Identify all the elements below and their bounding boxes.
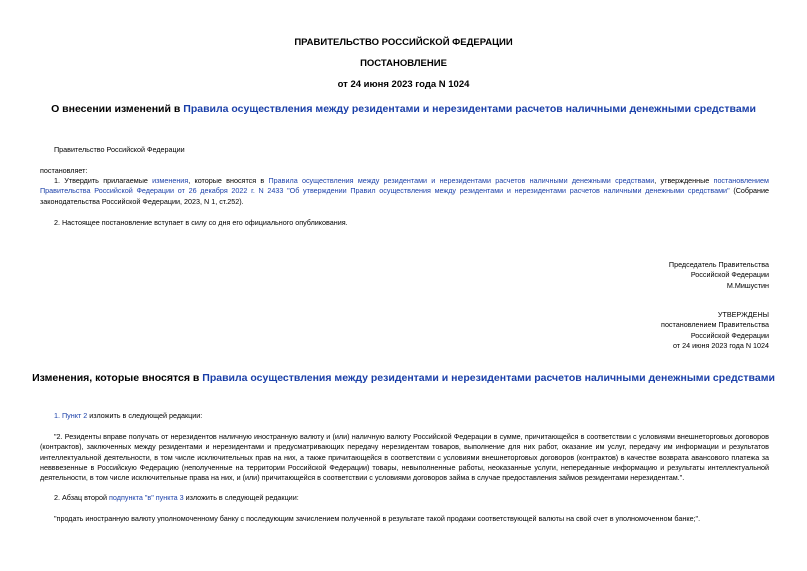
p1-text-b: , которые вносятся в bbox=[188, 176, 269, 185]
title-prefix: О внесении изменений в bbox=[51, 103, 184, 115]
header-org: ПРАВИТЕЛЬСТВО РОССИЙСКОЙ ФЕДЕРАЦИИ bbox=[294, 37, 513, 48]
approved-line-2: постановлением Правительства bbox=[661, 320, 769, 330]
signature-line-3: М.Мишустин bbox=[726, 280, 769, 290]
signature-line-1: Председатель Правительства bbox=[668, 260, 769, 269]
issuer: Правительство Российской Федерации bbox=[54, 145, 185, 154]
change-2-text-c: изложить в следующей редакции: bbox=[183, 493, 299, 502]
change-2-heading bbox=[54, 493, 299, 503]
p1-text-c: , утвержденные bbox=[654, 176, 714, 185]
signature-block bbox=[669, 260, 769, 291]
paragraph-1 bbox=[40, 176, 769, 207]
change-1-rest: изложить в следующей редакции: bbox=[87, 411, 203, 420]
resolution-2433-link[interactable]: постановлением Правительства Российской Федерации от 26 декабря 2022 г. N 2433 "Об утверждении Правил осуществления между резидентами и нерезидентами расчетов наличными денежными средствами" bbox=[40, 176, 769, 196]
changes-title bbox=[0, 372, 807, 384]
signature-line-2: Российской Федерации bbox=[690, 270, 769, 280]
changes-link[interactable]: изменения bbox=[152, 176, 189, 185]
subpoint-v-link[interactable]: подпункта "в" bbox=[109, 493, 154, 502]
point-3-link[interactable]: пункта 3 bbox=[155, 493, 184, 502]
resolves-text: постановляет: bbox=[40, 166, 88, 175]
changes-title-prefix: Изменения, которые вносятся в bbox=[32, 372, 203, 384]
change-2-text: "продать иностранную валюту уполномоченному банку с последующим зачислением полученной в результате такой продажи соответствующей валюты на свой счет в уполномоченном банке;". bbox=[54, 514, 701, 523]
rules-link-2[interactable]: Правила осуществления между резидентами и нерезидентами расчетов наличными денежными средствами bbox=[268, 176, 655, 185]
change-1-num: 1. bbox=[54, 411, 62, 420]
paragraph-2: 2. Настоящее постановление вступает в силу со дня его официального опубликования. bbox=[54, 218, 348, 227]
page-title bbox=[0, 103, 807, 115]
p1-text-d: (Собрание законодательства Российской Федерации, 2023, N 1, ст.252). bbox=[40, 186, 769, 206]
change-1-text: "2. Резиденты вправе получать от нерезидентов наличную иностранную валюту и (или) наличную валюту Российской Федерации в сумме, причитающейся в соответствии с условиями внешнеторговых договоров (контрактов), заключенных между резидентами и нерезидентами и предусматривающих передачу нерезидентам товаров, выполнение для них работ, оказание им услуг, передачу им информации и результатов интеллектуальной деятельности, в том числе исключительных прав на них, а также причитающейся в соответствии с условиями внешнеторговых договоров (контрактов) в качестве возврата авансового платежа за невввезенные в Российскую Федерацию (неполученные на территории Российской Федерации) товары, невыполненные работы, неоказанные услуги, непереданные информацию и результаты интеллектуальной деятельности, в том числе исключительные права на них, и (или) причитающейся в соответствии с условиями договоров займа в случае предоставления займов резидентами нерезидентам.". bbox=[40, 432, 769, 483]
point-2-link[interactable]: Пункт 2 bbox=[62, 411, 88, 420]
rules-link[interactable]: Правила осуществления между резидентами и нерезидентами расчетов наличными денежными средствами bbox=[183, 103, 756, 115]
changes-title-link[interactable]: Правила осуществления между резидентами и нерезидентами расчетов наличными денежными средствами bbox=[202, 372, 775, 384]
header-date: от 24 июня 2023 года N 1024 bbox=[337, 79, 470, 90]
change-1-heading bbox=[54, 411, 202, 421]
change-2-text-a: 2. Абзац второй bbox=[54, 493, 110, 502]
p1-text-a: 1. Утвердить прилагаемые bbox=[54, 176, 153, 185]
approved-line-3: Российской Федерации bbox=[690, 330, 769, 340]
approved-block bbox=[661, 310, 769, 351]
approved-line-1: УТВЕРЖДЕНЫ bbox=[717, 310, 769, 319]
header-doc-type: ПОСТАНОВЛЕНИЕ bbox=[360, 58, 447, 69]
approved-line-4: от 24 июня 2023 года N 1024 bbox=[672, 340, 769, 350]
